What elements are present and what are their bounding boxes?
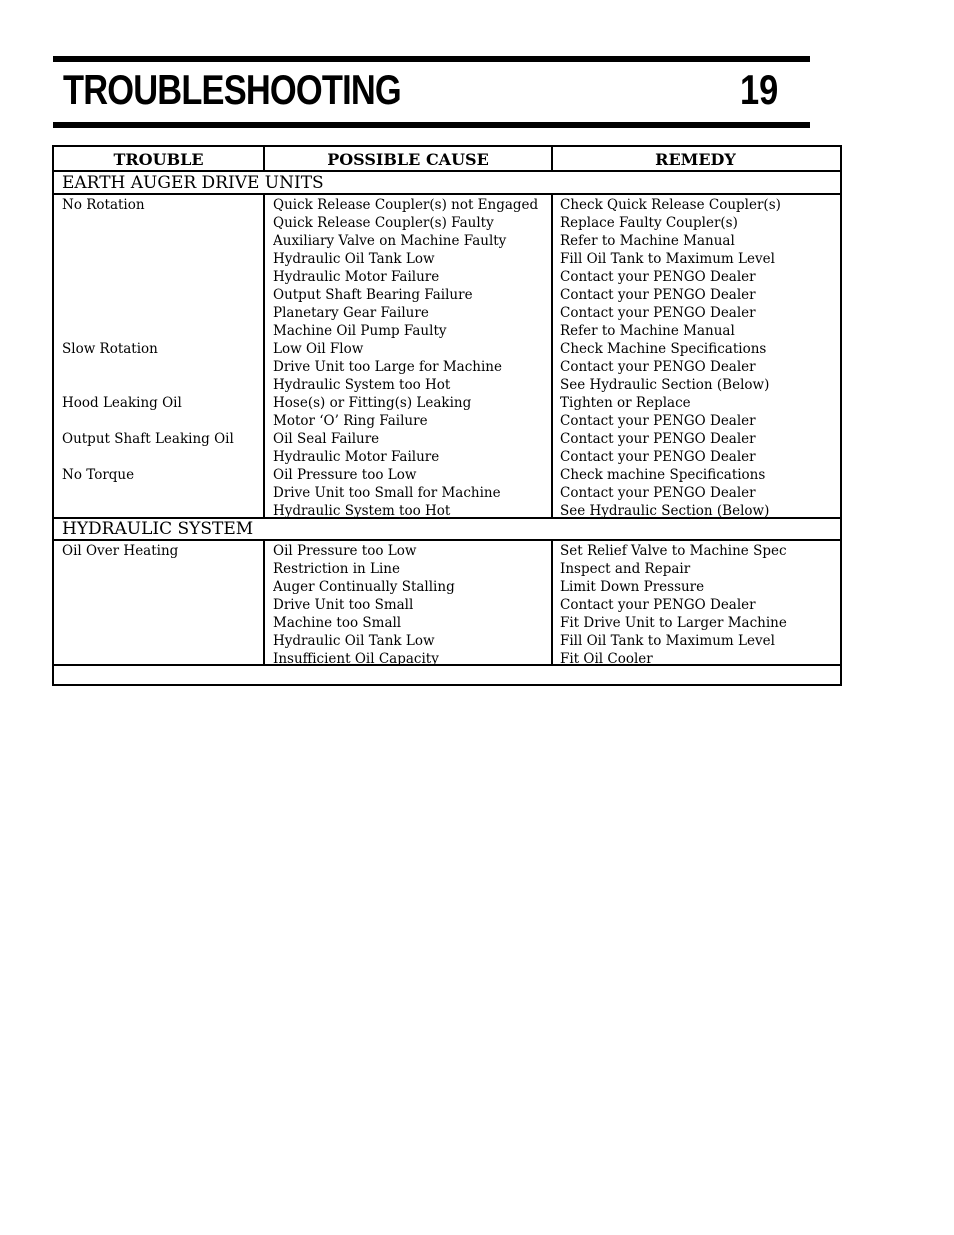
trouble-cell — [62, 358, 260, 376]
remedy-cell: Check Machine Specifications — [560, 341, 767, 357]
page-title: TROUBLESHOOTING — [63, 66, 401, 113]
column-header-remedy: REMEDY — [655, 150, 736, 169]
remedy-cell: See Hydraulic Section (Below) — [560, 377, 770, 393]
troubleshooting-table — [52, 145, 842, 686]
remedy-cell: Tighten or Replace — [560, 395, 691, 411]
cause-cell: Oil Pressure too Low — [273, 467, 417, 483]
trouble-cell — [62, 650, 260, 668]
trouble-list — [62, 542, 260, 668]
cause-cell: Hydraulic Motor Failure — [273, 269, 440, 285]
trouble-cell — [62, 376, 260, 394]
trouble-cell — [62, 322, 260, 340]
cause-cell: Hydraulic System too Hot — [273, 503, 451, 519]
section-title-hydraulic-system: HYDRAULIC SYSTEM — [62, 519, 254, 539]
trouble-cell — [62, 596, 260, 614]
trouble-cell: Output Shaft Leaking Oil — [62, 431, 234, 447]
trouble-cell — [62, 560, 260, 578]
trouble-cell — [62, 286, 260, 304]
cause-cell: Planetary Gear Failure — [273, 305, 429, 321]
column-divider — [263, 194, 265, 518]
trouble-cell: Slow Rotation — [62, 341, 158, 357]
column-divider — [551, 194, 553, 518]
column-header-trouble: TROUBLE — [113, 150, 204, 169]
cause-cell: Drive Unit too Large for Machine — [273, 359, 502, 375]
column-header-possible-cause: POSSIBLE CAUSE — [327, 150, 489, 169]
cause-cell: Quick Release Coupler(s) not Engaged — [273, 197, 539, 213]
cause-cell: Hydraulic Oil Tank Low — [273, 633, 435, 649]
cause-cell: Output Shaft Bearing Failure — [273, 287, 473, 303]
trouble-cell — [62, 578, 260, 596]
section-title-earth-auger: EARTH AUGER DRIVE UNITS — [62, 173, 324, 193]
trouble-cell — [62, 250, 260, 268]
trouble-cell — [62, 614, 260, 632]
remedy-cell: Refer to Machine Manual — [560, 323, 735, 339]
remedy-list — [560, 542, 836, 668]
cause-cell: Quick Release Coupler(s) Faulty — [273, 215, 494, 231]
trouble-cell — [62, 484, 260, 502]
remedy-cell: Contact your PENGO Dealer — [560, 413, 756, 429]
cause-cell: Insufficient Oil Capacity — [273, 651, 439, 667]
cause-cell: Oil Seal Failure — [273, 431, 380, 447]
remedy-cell: Refer to Machine Manual — [560, 233, 735, 249]
trouble-cell — [62, 214, 260, 232]
remedy-cell: Set Relief Valve to Machine Spec — [560, 543, 787, 559]
cause-cell: Motor ‘O’ Ring Failure — [273, 413, 428, 429]
remedy-cell: Contact your PENGO Dealer — [560, 359, 756, 375]
cause-cell: Hydraulic System too Hot — [273, 377, 451, 393]
cause-list — [273, 196, 549, 520]
cause-cell: Hose(s) or Fitting(s) Leaking — [273, 395, 472, 411]
cause-cell: Machine Oil Pump Faulty — [273, 323, 447, 339]
column-divider — [551, 540, 553, 666]
column-divider — [263, 540, 265, 666]
cause-cell: Drive Unit too Small for Machine — [273, 485, 501, 501]
remedy-cell: Check Quick Release Coupler(s) — [560, 197, 781, 213]
trouble-cell — [62, 412, 260, 430]
remedy-cell: Fit Drive Unit to Larger Machine — [560, 615, 787, 631]
cause-cell: Low Oil Flow — [273, 341, 364, 357]
cause-cell: Auxiliary Valve on Machine Faulty — [273, 233, 507, 249]
trouble-cell: No Torque — [62, 467, 135, 483]
trouble-cell: Oil Over Heating — [62, 543, 179, 559]
remedy-cell: Fit Oil Cooler — [560, 651, 653, 667]
trouble-list — [62, 196, 260, 520]
cause-cell: Auger Continually Stalling — [273, 579, 455, 595]
remedy-cell: Contact your PENGO Dealer — [560, 597, 756, 613]
cause-cell: Hydraulic Motor Failure — [273, 449, 440, 465]
remedy-cell: See Hydraulic Section (Below) — [560, 503, 770, 519]
remedy-cell: Contact your PENGO Dealer — [560, 449, 756, 465]
trouble-cell — [62, 304, 260, 322]
remedy-cell: Limit Down Pressure — [560, 579, 705, 595]
trouble-cell: Hood Leaking Oil — [62, 395, 182, 411]
cause-cell: Oil Pressure too Low — [273, 543, 417, 559]
remedy-cell: Fill Oil Tank to Maximum Level — [560, 633, 775, 649]
remedy-cell: Inspect and Repair — [560, 561, 691, 577]
cause-cell: Hydraulic Oil Tank Low — [273, 251, 435, 267]
remedy-cell: Check machine Specifications — [560, 467, 766, 483]
header-rule-bottom — [53, 122, 810, 128]
trouble-cell — [62, 268, 260, 286]
cause-cell: Drive Unit too Small — [273, 597, 414, 613]
cause-cell: Restriction in Line — [273, 561, 400, 577]
remedy-cell: Contact your PENGO Dealer — [560, 485, 756, 501]
cause-list — [273, 542, 549, 668]
trouble-cell: No Rotation — [62, 197, 145, 213]
remedy-cell: Fill Oil Tank to Maximum Level — [560, 251, 775, 267]
header-rule-top — [53, 56, 810, 62]
trouble-cell — [62, 448, 260, 466]
remedy-list — [560, 196, 836, 520]
remedy-cell: Contact your PENGO Dealer — [560, 431, 756, 447]
remedy-cell: Contact your PENGO Dealer — [560, 305, 756, 321]
page-number: 19 — [740, 66, 779, 113]
trouble-cell — [62, 232, 260, 250]
remedy-cell: Contact your PENGO Dealer — [560, 269, 756, 285]
remedy-cell: Contact your PENGO Dealer — [560, 287, 756, 303]
cause-cell: Machine too Small — [273, 615, 402, 631]
trouble-cell — [62, 632, 260, 650]
remedy-cell: Replace Faulty Coupler(s) — [560, 215, 738, 231]
